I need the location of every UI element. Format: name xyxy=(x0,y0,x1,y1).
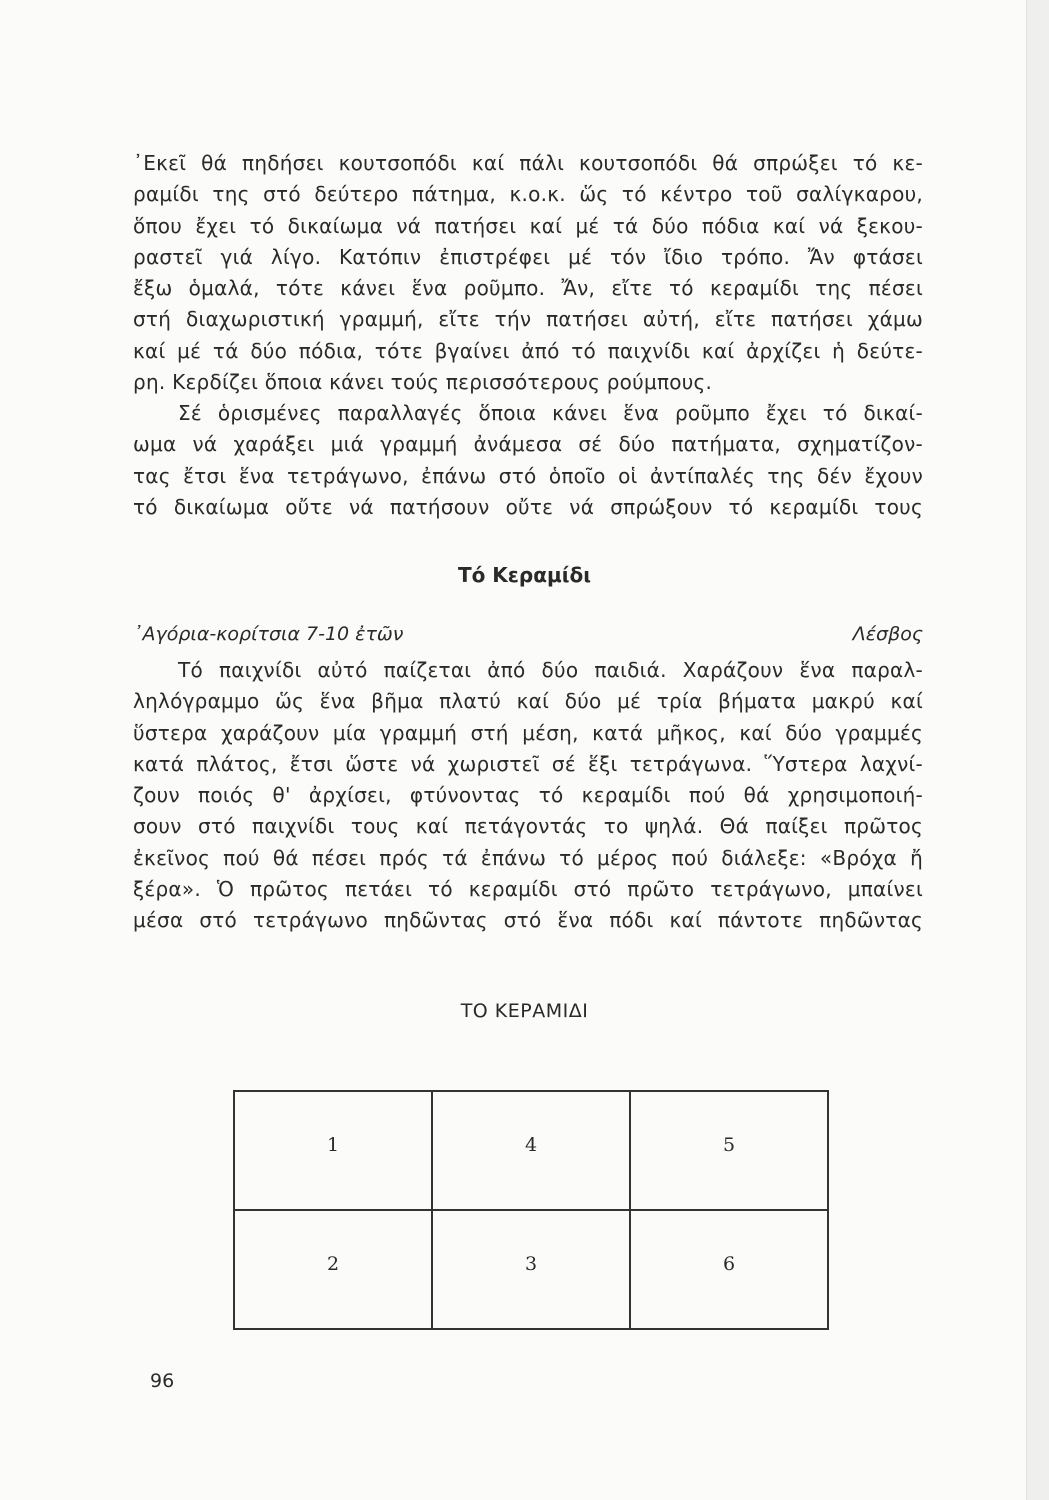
text-line: ρη. Κερδίζει ὅποια κάνει τούς περισσότερους ρούμπους. xyxy=(133,370,713,395)
paragraph-1 xyxy=(133,148,923,398)
paragraph-2 xyxy=(133,398,923,523)
subtitle-age: ᾿Αγόρια-κορίτσια 7-10 ἐτῶν xyxy=(133,623,404,645)
text-line: ραστεῖ γιά λίγο. Κατόπιν ἐπιστρέφει μέ τόν ἴδιο τρόπο. Ἄν φτάσει xyxy=(133,244,923,269)
subtitle-location: Λέσβος xyxy=(852,623,923,645)
grid-cell: 3 xyxy=(432,1210,630,1329)
subtitle-row xyxy=(133,623,923,645)
hopscotch-grid xyxy=(233,1090,829,1330)
page-number: 96 xyxy=(150,1370,175,1392)
page-edge xyxy=(1026,0,1049,1500)
text-line: μέσα στό τετράγωνο πηδῶντας στό ἕνα πόδι καί πάντοτε πηδῶντας xyxy=(133,908,923,933)
grid-cell: 1 xyxy=(234,1091,432,1210)
grid-row xyxy=(234,1091,828,1210)
paragraph-3 xyxy=(133,655,923,937)
text-line: ὕστερα χαράζουν μία γραμμή στή μέση, κατά μῆκος, καί δύο γραμμές xyxy=(133,720,923,745)
text-line: κατά πλάτος, ἔτσι ὥστε νά χωριστεῖ σέ ἕξι τετράγωνα. Ὕστερα λαχνί- xyxy=(133,751,923,776)
text-line: ᾿Εκεῖ θά πηδήσει κουτσοπόδι καί πάλι κουτσοπόδι θά σπρώξει τό κε- xyxy=(133,151,923,175)
text-line: καί μέ τά δύο πόδια, τότε βγαίνει ἀπό τό παιχνίδι καί ἀρχίζει ἡ δεύτε- xyxy=(133,338,923,363)
grid-cell: 6 xyxy=(630,1210,828,1329)
figure-title: ΤΟ ΚΕΡΑΜΙΔΙ xyxy=(460,1000,589,1022)
grid-cell: 2 xyxy=(234,1210,432,1329)
text-line: σουν στό παιχνίδι τους καί πετάγοντάς το ψηλά. Θά παίξει πρῶτος xyxy=(133,814,923,839)
grid-cell: 4 xyxy=(432,1091,630,1210)
text-line: ωμα νά χαράξει μιά γραμμή ἀνάμεσα σέ δύο πατήματα, σχηματίζον- xyxy=(133,432,923,457)
text-line: ληλόγραμμο ὥς ἕνα βῆμα πλατύ καί δύο μέ τρία βήματα μακρύ καί xyxy=(133,689,923,714)
text-line: ζουν ποιός θ' ἀρχίσει, φτύνοντας τό κεραμίδι πού θά χρησιμοποιή- xyxy=(133,783,923,808)
text-line: τό δικαίωμα οὔτε νά πατήσουν οὔτε νά σπρώξουν τό κεραμίδι τους xyxy=(133,494,923,519)
text-line: ξέρα». Ὁ πρῶτος πετάει τό κεραμίδι στό πρῶτο τετράγωνο, μπαίνει xyxy=(133,877,923,902)
text-line: Σέ ὁρισμένες παραλλαγές ὅποια κάνει ἕνα ροῦμπο ἔχει τό δικαί- xyxy=(178,401,923,425)
text-line: Τό παιχνίδι αὐτό παίζεται ἀπό δύο παιδιά. Χαράζουν ἕνα παραλ- xyxy=(178,658,923,682)
text-line: ἔξω ὁμαλά, τότε κάνει ἕνα ροῦμπο. Ἄν, εἴτε τό κεραμίδι της πέσει xyxy=(133,276,923,301)
text-line: ἐκεῖνος πού θά πέσει πρός τά ἐπάνω τό μέρος πού διάλεξε: «Βρόχα ἤ xyxy=(133,845,923,870)
grid-row xyxy=(234,1210,828,1329)
section-title: Τό Κεραμίδι xyxy=(457,563,592,587)
text-line: ὅπου ἔχει τό δικαίωμα νά πατήσει καί μέ τά δύο πόδια καί νά ξεκου- xyxy=(133,213,923,238)
text-line: στή διαχωριστική γραμμή, εἴτε τήν πατήσει αὐτή, εἴτε πατήσει χάμω xyxy=(133,307,923,332)
text-line: τας ἔτσι ἕνα τετράγωνο, ἐπάνω στό ὁποῖο οἱ ἀντίπαλές της δέν ἔχουν xyxy=(133,463,923,488)
grid-cell: 5 xyxy=(630,1091,828,1210)
text-line: ραμίδι της στό δεύτερο πάτημα, κ.ο.κ. ὥς τό κέντρο τοῦ σαλίγκαρου, xyxy=(133,182,923,207)
